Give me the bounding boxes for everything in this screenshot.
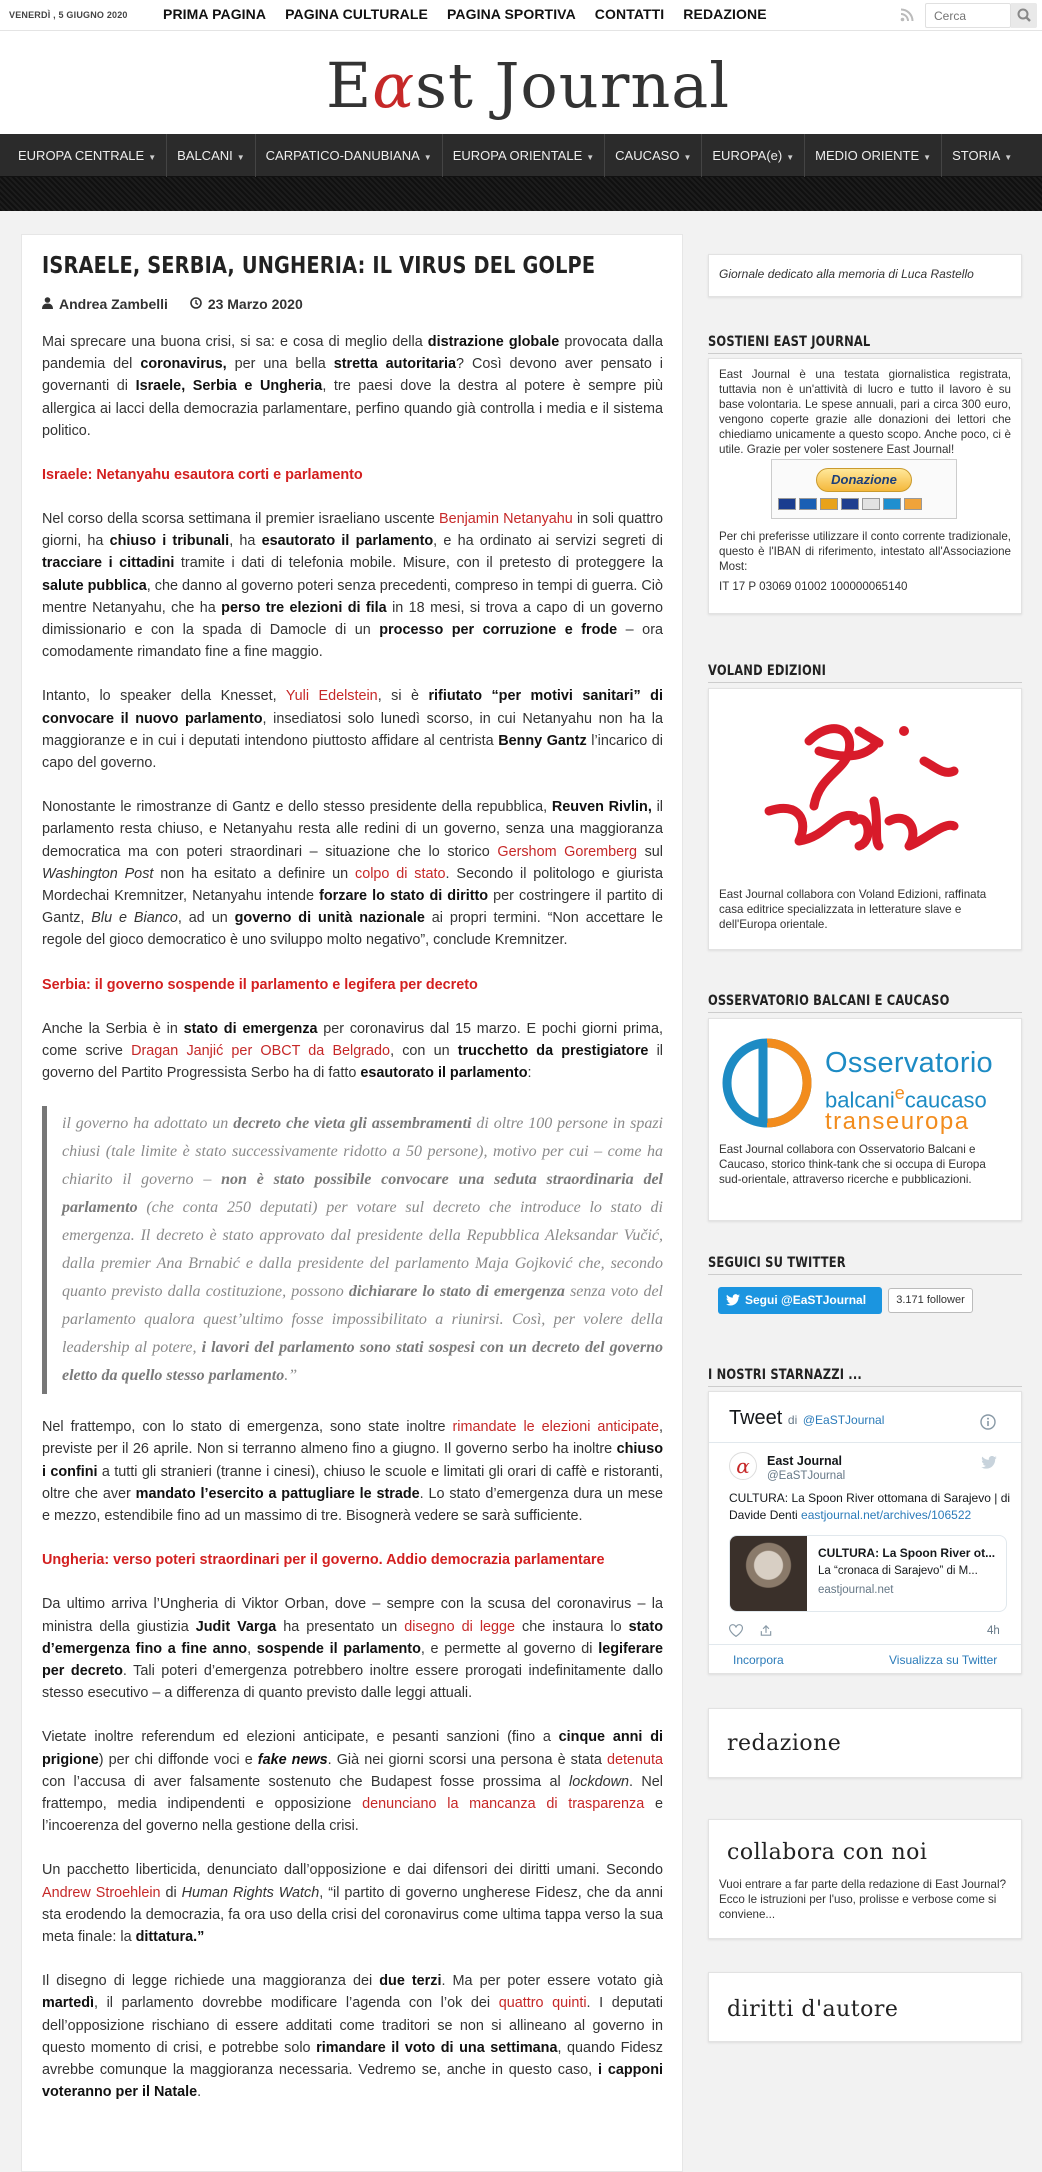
follower-count[interactable]: 3.171 follower [888, 1288, 973, 1313]
widget-title-voland: VOLAND EDIZIONI [708, 663, 827, 679]
nav-caucaso[interactable] [605, 134, 702, 177]
donation-widget[interactable] [771, 459, 957, 519]
widget-title-twitter: SEGUICI SU TWITTER [708, 1255, 846, 1271]
follow-label: Segui @EaSTJournal [745, 1293, 867, 1307]
nav-europa-centrale[interactable] [8, 134, 167, 177]
widget-title-starnazzi: I NOSTRI STARNAZZI ... [708, 1367, 862, 1383]
memoria-box [708, 254, 1022, 297]
section-heading-serbia: Serbia: il governo sospende il parlamento e legifera per decreto [42, 976, 478, 993]
link-elezioni[interactable]: rimandate le elezioni anticipate [452, 1419, 659, 1436]
voland-logo[interactable] [749, 701, 979, 871]
paragraph: Mai sprecare una buona crisi, si sa: e cosa di meglio della distrazione globale provocata dalla pandemia del coronavirus, per una bella stretta autoritaria? Così devono aver pensato i governanti di Israele, Serbia e Ungheria, tre paesi dove la destra al potere è sempre più allergica ai lacci della democrazia parlamentare, perfino quando già controlla i media e il sistema politico. [42, 334, 664, 439]
chevron-down-icon: ▼ [148, 153, 157, 162]
top-nav-redazione[interactable]: REDAZIONE [683, 6, 767, 22]
paragraph: Da ultimo arriva l’Ungheria di Viktor Orban, dove – sempre con la scusa del coronavirus – la ministra della giustizia Judit Varga ha presentato un disegno di legge che instaura lo stato d’emergenza fino a fine anno, sospende il parlamento, e permette al governo di legiferare per decreto. Tali poteri d’emergenza potrebbero inoltre essere prorogati indefinitamente dallo stesso esecutivo – a differenza di quanto previsto dalle leggi attuali. [42, 1596, 663, 1702]
article-title: ISRAELE, SERBIA, UNGHERIA: IL VIRUS DEL GOLPE [42, 253, 596, 279]
obc-logo-mark [717, 1033, 817, 1133]
diritti-box[interactable] [708, 1972, 1022, 2042]
paragraph: Il disegno di legge richiede una maggioranza dei due terzi. Ma per poter essere votato già martedì, il parlamento dovrebbe modificare l’agenda con l’ok dei quattro quinti. I deputati dell’opposizione rischiano di essere additati come traditori se non si allineano al governo in questo momento di crisi, e potrebbe solo rimandare il voto di una settimana, quando Fidesz avrebbe comunque la maggioranza necessaria. Vedremo se, anche in questo caso, i capponi voteranno per il Natale. [42, 1973, 663, 2101]
chevron-down-icon: ▼ [423, 153, 432, 162]
sostieni-box [708, 358, 1022, 614]
article-author[interactable]: Andrea Zambelli [59, 296, 168, 312]
divider [708, 353, 1022, 354]
divider [708, 1386, 1022, 1387]
article-date: 23 Marzo 2020 [207, 296, 303, 312]
tweet-link[interactable]: eastjournal.net/archives/106522 [801, 1508, 972, 1522]
tweet-text: CULTURA: La Spoon River ottomana di Sarajevo | di Davide Denti eastjournal.net/archives/106522 [729, 1491, 1011, 1522]
article [21, 234, 683, 2172]
bonifico-text: Per chi preferisse utilizzare il conto corrente tradizionale, questo è l'IBAN di riferimento, intestato all'Associazione Most: [719, 530, 1011, 573]
clock-icon [190, 297, 202, 309]
nav-label: CAUCASO [615, 148, 680, 163]
blockquote: il governo ha adottato un decreto che vieta gli assembramenti di oltre 100 persone in spazi chiusi (tale limite è stato successivamente ridotto a 50 persone), motivo per cui – come ha chiarito il governo – non è stato possibile convocare una seduta straordinaria del parlamento (che conta 250 deputati) per votare sul decreto che introduce lo stato di emergenza. Il decreto è stato approvato dal presidente della Repubblica Aleksandar Vučić, dalla premier Ana Brnabić e dalla presidente del parlamento Maja Gojković che, secondo quanto previsto dalla costituzione, possono dichiarare lo stato di emergenza senza voto del parlamento qualora quest’ultimo fosse impossibilitato a riunirsi. Così, per volere della leadership al potere, i lavori del parlamento sono stati sospesi con un decreto del governo eletto da quello stesso parlamento.” [42, 1106, 663, 1394]
link-goremberg[interactable]: Gershom Goremberg [497, 843, 637, 860]
article-meta [42, 296, 303, 312]
voland-box [708, 688, 1022, 950]
nav-label: EUROPA(e) [712, 148, 783, 163]
tweet-author[interactable]: East Journal [767, 1454, 843, 1468]
top-nav-pagina-culturale[interactable]: PAGINA CULTURALE [285, 6, 428, 22]
top-nav-pagina-sportiva[interactable]: PAGINA SPORTIVA [446, 6, 576, 22]
tweet-card-domain: eastjournal.net [818, 1584, 894, 1596]
tweet-label: Tweet [729, 1407, 783, 1429]
tweet-header [729, 1407, 884, 1430]
link-edelstein[interactable]: Yuli Edelstein [285, 688, 378, 705]
collabora-box[interactable] [708, 1819, 1022, 1939]
nav-label: CARPATICO-DANUBIANA [265, 148, 420, 163]
twitter-bird-icon [981, 1456, 997, 1469]
divider [708, 1012, 1022, 1013]
nav-label: EUROPA CENTRALE [18, 148, 145, 163]
link-disegno-di-legge[interactable]: disegno di legge [404, 1618, 516, 1635]
paragraph: Nel corso della scorsa settimana il premier israeliano uscente Benjamin Netanyahu in soli quattro giorni, ha chiuso i tribunali, ha esautorato il parlamento, e ha ordinato ai servizi segreti di tracciare i cittadini tramite i dati di telefonia mobile. Misure, con il pretesto di proteggere la salute pubblica, che danno al governo poteri senza precedenti, compreso in tempi di guerra. Ciò mentre Netanyahu, che ha perso tre elezioni di fila in 18 mesi, si trova a capo di un governo dimissionario e con la spada di Damocle di un processo per corruzione e frode – ora comodamente rimandato fine a fine maggio. [42, 511, 663, 661]
top-nav-prima-pagina[interactable]: PRIMA PAGINA [163, 6, 267, 22]
chevron-down-icon: ▼ [923, 153, 932, 162]
tweet-time[interactable]: 4h [987, 1625, 1000, 1637]
voland-text: East Journal collabora con Voland Edizioni, raffinata casa editrice specializzata in letterature slave e dell'Europa orientale. [719, 888, 987, 931]
link-colpo-di-stato[interactable]: colpo di stato [355, 865, 446, 882]
memoria-text: Giornale dedicato alla memoria di Luca Rastello [719, 267, 974, 281]
article-body [42, 331, 663, 2125]
tweet-card[interactable] [729, 1535, 1007, 1612]
link-stroehlein[interactable]: Andrew Stroehlein [42, 1884, 161, 1901]
current-date: VENERDÌ , 5 GIUGNO 2020 [9, 10, 128, 20]
link-obct[interactable]: Dragan Janjić per OBCT da Belgrado [131, 1042, 391, 1059]
site-logo[interactable] [326, 49, 730, 122]
paragraph: Nel frattempo, con lo stato di emergenza, sono state inoltre rimandate le elezioni anticipate, previste per il 26 aprile. Non si terranno almeno fino a giugno. Il governo serbo ha inoltre chiuso i confini a tutti gli stranieri (tranne i cinesi), chiuso le scuole e limitati gli orari di caffè e ristoranti, oltre che aver mandato l’esercito a pattugliare le strade. Lo stato d’emergenza dura un mese e mezzo, estendibile fino ad un massimo di tre. Bisognerà vedere se sarà sufficiente. [42, 1419, 663, 1525]
search-button[interactable] [1011, 3, 1037, 28]
chevron-down-icon: ▼ [786, 153, 795, 162]
nav-label: BALCANI [177, 148, 233, 163]
voland-logo-text: Voland [749, 701, 753, 702]
collabora-label: collabora con noi [727, 1840, 928, 1865]
obc-logo[interactable] [717, 1031, 1015, 1141]
paragraph: Un pacchetto liberticida, denunciato dall’opposizione e dai difensori dei diritti umani. Secondo Andrew Stroehlein di Human Rights Watch, “il partito di governo ungherese Fidesz, che da anni sta erodendo la democrazia, fa ora uso della crisi del coronavirus come ultima tappa verso la sua meta finale: la dittatura.” [42, 1862, 664, 1945]
nav-medio-oriente[interactable] [805, 134, 942, 177]
donate-button[interactable]: Donazione [816, 468, 912, 492]
obc-logo-line3: transeuropa [825, 1108, 970, 1135]
obc-logo-line1: Osservatorio [825, 1047, 993, 1079]
diritti-label: diritti d'autore [727, 1997, 899, 2022]
decorative-band [0, 177, 1042, 211]
rss-icon[interactable] [900, 8, 914, 22]
nav-label: STORIA [952, 148, 1001, 163]
redazione-box[interactable] [708, 1708, 1022, 1778]
nav-carpatico-danubiana[interactable] [256, 134, 443, 177]
payment-cards-icon [778, 498, 922, 510]
link-netanyahu[interactable]: Benjamin Netanyahu [438, 511, 573, 528]
chevron-down-icon: ▼ [1004, 153, 1013, 162]
divider [709, 1644, 1021, 1645]
collabora-text: Vuoi entrare a far parte della redazione di East Journal? Ecco le istruzioni per l'uso, prolisse e verbose come si conviene... [719, 1878, 1007, 1921]
view-on-twitter-link[interactable]: Visualizza su Twitter [889, 1653, 998, 1667]
obc-logo-line2: balcani$^e$caucaso [825, 1083, 987, 1113]
twitter-bird-icon [726, 1294, 740, 1306]
obc-box [708, 1018, 1022, 1221]
top-nav-contatti[interactable]: CONTATTI [594, 6, 665, 22]
embed-link[interactable]: Incorpora [733, 1653, 784, 1667]
share-icon[interactable] [759, 1624, 773, 1637]
sostieni-text: East Journal è una testata giornalistica registrata, tuttavia non è un'attività di lucro e tutto il lavoro è su base volontaria. Le spese annuali, pari a circa 300 euro, vengono coperte grazie alle donazioni dei lettori che chiediamo unicamente a questo scopo. Anche poco, ci è utile. Grazie per voler sostenere East Journal! [719, 368, 1011, 456]
section-heading-ungheria: Ungheria: verso poteri straordinari per il governo. Addio democrazia parlamentare [42, 1552, 605, 1569]
widget-title-obc: OSSERVATORIO BALCANI E CAUCASO [708, 993, 950, 1009]
info-icon[interactable] [980, 1414, 996, 1430]
nav-label: MEDIO ORIENTE [815, 148, 920, 163]
divider [708, 1274, 1022, 1275]
divider [709, 1442, 1021, 1443]
nav-europa-orientale[interactable] [443, 134, 605, 177]
avatar[interactable]: α [729, 1452, 757, 1480]
section-heading-israele: Israele: Netanyahu esautora corti e parlamento [42, 467, 363, 484]
tweet-author-handle[interactable]: @EaSTJournal [767, 1470, 846, 1482]
tweet-card-desc: La “cronaca di Sarajevo” di M... [818, 1565, 978, 1577]
top-nav [163, 6, 786, 22]
tweet-by: di [787, 1413, 798, 1427]
nav-storia[interactable] [942, 134, 1022, 177]
twitter-follow-button[interactable] [718, 1287, 882, 1314]
iban: IT 17 P 03069 01002 100000065140 [719, 580, 908, 593]
top-bar [0, 0, 1042, 31]
chevron-down-icon: ▼ [586, 153, 595, 162]
nav-label: EUROPA ORIENTALE [452, 148, 583, 163]
link-trasparenza[interactable]: denunciano la mancanza di trasparenza [362, 1795, 645, 1812]
paragraph: Intanto, lo speaker della Knesset, Yuli Edelstein, si è rifiutato “per motivi sanitari” di convocare il nuovo parlamento, insediatosi solo lunedì scorso, in cui Netanyahu non ha la maggioranze e in cui i deputati intendono piuttosto affidare al centrista Benny Gantz l’incarico di capo del governo. [42, 688, 664, 772]
link-quattro-quinti[interactable]: quattro quinti [498, 1995, 587, 2012]
chevron-down-icon: ▼ [236, 153, 245, 162]
twitter-timeline [708, 1391, 1022, 1674]
nav-balcani[interactable] [167, 134, 256, 177]
user-icon [42, 297, 53, 309]
timeline-handle-link[interactable]: @EaSTJournal [802, 1413, 885, 1427]
obc-text: East Journal collabora con Osservatorio Balcani e Caucaso, storico think-tank che si occupa di Europa sud-orientale, attraverso ricerche e pubblicazioni. [719, 1143, 986, 1186]
paragraph: Vietate inoltre referendum ed elezioni anticipate, e pesanti sanzioni (fino a cinque anni di prigione) per chi diffonde voci e fake news. Già nei giorni scorsi una persona è stata detenuta con l’accusa di aver falsamente sostenuto che Budapest fosse prossima al lockdown. Nel frattempo, media indipendenti e opposizione denunciano la mancanza di trasparenza e l’incoerenza del governo nella gestione della crisi. [42, 1729, 664, 1835]
logo-part: E [326, 49, 373, 122]
redazione-label: redazione [727, 1731, 842, 1756]
logo-part: st Journal [415, 49, 731, 122]
site-header [0, 31, 1042, 134]
widget-title-sostieni: SOSTIENI EAST JOURNAL [708, 334, 871, 350]
heart-icon[interactable] [729, 1624, 743, 1637]
paragraph: Anche la Serbia è in stato di emergenza per coronavirus dal 15 marzo. E pochi giorni prima, come scrive Dragan Janjić per OBCT da Belgrado, con un trucchetto da prestigiatore il governo del Partito Progressista Serbo ha di fatto esautorato il parlamento: [42, 1020, 663, 1082]
paragraph: Nonostante le rimostranze di Gantz e dello stesso presidente della repubblica, Reuven Rivlin, il parlamento resta chiuso, e Netanyahu resta alle redini di un governo, senza una maggioranza democratica ma con poteri straordinari – situazione che lo storico Gershom Goremberg sul Washington Post non ha esitato a definire un colpo di stato. Secondo il politologo e giurista Mordechai Kremnitzer, Netanyahu intende forzare lo stato di diritto per costringere il partito di Gantz, Blu e Bianco, ad un governo di unità nazionale ai propri termini. “Non accettare le regole del gioco democratico è uno sviluppo molto negativo”, conclude Kremnitzer. [42, 799, 664, 949]
search-icon [1011, 3, 1037, 28]
main-nav [0, 134, 1042, 177]
tweet-card-title: CULTURA: La Spoon River ot... [818, 1546, 996, 1560]
search-input[interactable] [925, 3, 1011, 28]
link-detenuta[interactable]: detenuta [606, 1751, 663, 1768]
nav-europa-e[interactable] [702, 134, 805, 177]
chevron-down-icon: ▼ [683, 153, 692, 162]
divider [708, 682, 1022, 683]
logo-accent: α [372, 49, 416, 122]
tweet-card-image [730, 1536, 807, 1612]
